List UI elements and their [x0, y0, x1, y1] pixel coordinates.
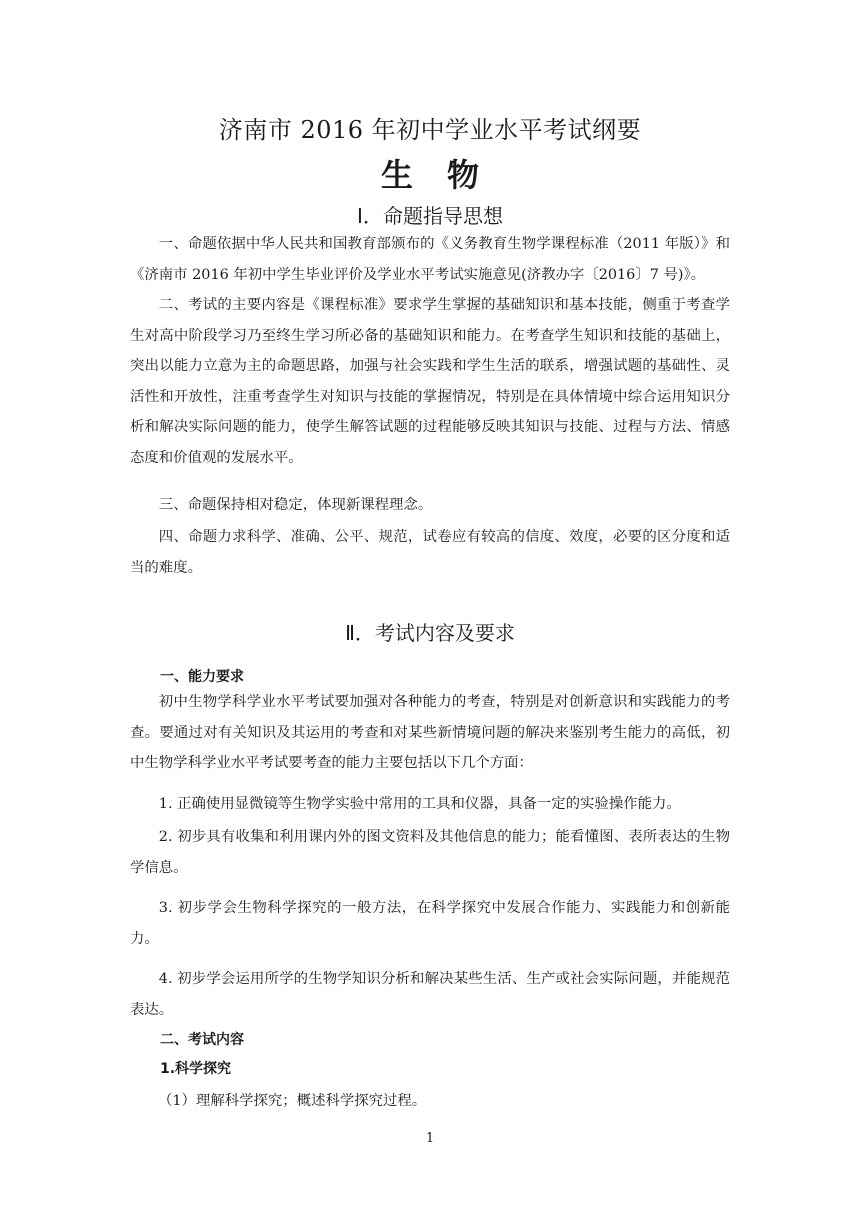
exam-content-heading: 二、考试内容: [160, 1032, 244, 1048]
ability-item-1: 1. 正确使用显微镜等生物学实验中常用的工具和仪器，具备一定的实验操作能力。: [158, 796, 681, 812]
section-1-heading: Ⅰ．命题指导思想: [357, 204, 503, 228]
section-1-paragraph-1: 一、命题依据中华人民共和国教育部颁布的《义务教育生物学课程标准（2011 年版）》和《济南市 2016 年初中学生毕业评价及学业水平考试实施意见(济教办字〔2016〕7 号)》。: [130, 236, 730, 283]
inquiry-item-1: （1）理解科学探究；概述科学探究过程。: [158, 1093, 427, 1109]
ability-requirements-heading: 一、能力要求: [160, 669, 244, 685]
subject-heading: 生物: [380, 156, 513, 194]
section-2-heading: Ⅱ．考试内容及要求: [345, 621, 515, 645]
section-1-paragraph-3: 三、命题保持相对稳定，体现新课程理念。: [158, 497, 433, 513]
ability-item-3: 3. 初步学会生物科学探究的一般方法，在科学探究中发展合作能力、实践能力和创新能力。: [130, 900, 730, 947]
document-title: 济南市 2016 年初中学业水平考试纲要: [218, 116, 642, 144]
science-inquiry-heading: 1.科学探究: [160, 1061, 232, 1077]
ability-item-4: 4. 初步学会运用所学的生物学知识分析和解决某些生活、生产或社会实际问题，并能规范表达。: [130, 971, 730, 1018]
ability-item-2: 2. 初步具有收集和利用课内外的图文资料及其他信息的能力；能看懂图、表所表达的生物学信息。: [130, 829, 730, 876]
page-number: 1: [425, 1131, 435, 1146]
section-1-paragraph-2: 二、考试的主要内容是《课程标准》要求学生掌握的基础知识和基本技能，侧重于考查学生对高中阶段学习乃至终生学习所必备的基础知识和能力。在考查学生知识和技能的基础上，突出以能力立意为主的命题思路，加强与社会实践和学生生活的联系，增强试题的基础性、灵活性和开放性，注重考查学生对知识与技能的掌握情况，特别是在具体情境中综合运用知识分析和解决实际问题的能力，使学生解答试题的过程能够反映其知识与技能、过程与方法、情感态度和价值观的发展水平。: [130, 297, 730, 466]
section-1-paragraph-4: 四、命题力求科学、准确、公平、规范，试卷应有较高的信度、效度，必要的区分度和适当的难度。: [130, 529, 730, 576]
ability-intro-paragraph: 初中生物学科学业水平考试要加强对各种能力的考查，特别是对创新意识和实践能力的考查。要通过对有关知识及其运用的考查和对某些新情境问题的解决来鉴别考生能力的高低，初中生物学科学业水平考试要考查的能力主要包括以下几个方面：: [130, 694, 730, 771]
